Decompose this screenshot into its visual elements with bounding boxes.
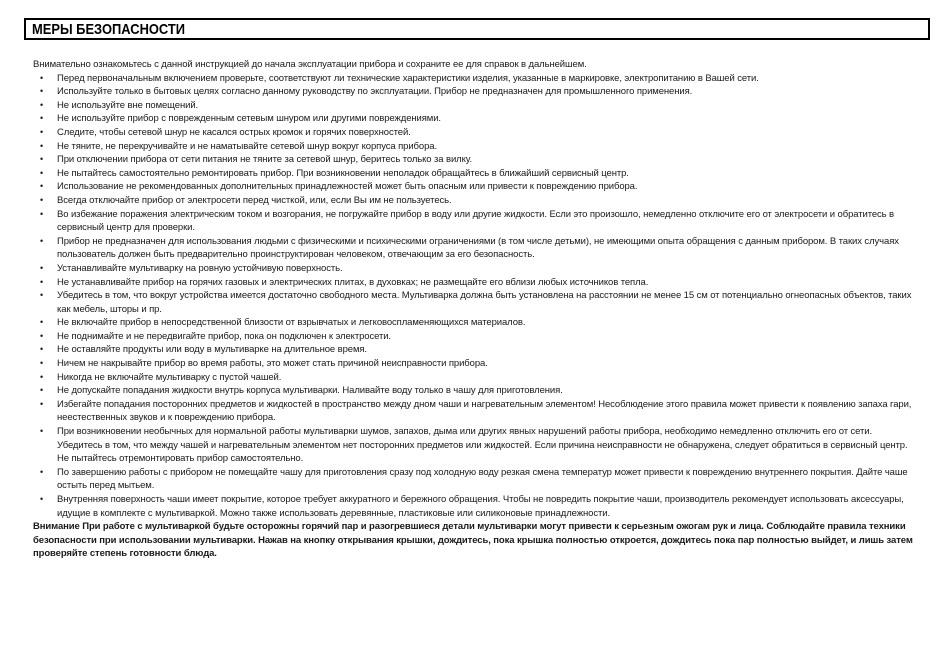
bullet-icon: • [40,317,44,328]
list-item-text: Не тяните, не перекручивайте и не наматывайте сетевой шнур вокруг корпуса прибора. [57,140,437,152]
bullet-icon: • [40,330,44,341]
bullet-icon: • [40,86,44,97]
bullet-icon: • [40,208,44,219]
bullet-icon: • [40,167,44,178]
bullet-icon: • [40,181,44,192]
list-item [33,493,918,520]
list-item-text: Не допускайте попадания жидкости внутрь корпуса мультиварки. Наливайте воду только в чашу для приготовления. [57,385,563,397]
list-item-text: Не пытайтесь самостоятельно ремонтировать прибор. При возникновении неполадок обращайтесь в ближайший сервисный центр. [57,167,629,179]
list-item [33,235,918,262]
list-item [33,126,918,140]
bullet-icon: • [40,276,44,287]
list-item-text: Никогда не включайте мультиварку с пустой чашей. [57,371,282,383]
list-item [33,371,918,385]
list-item-text: Использование не рекомендованных дополнительных принадлежностей может быть опасным или привести к повреждению прибора. [57,181,638,193]
list-item [33,208,918,235]
bullet-icon: • [40,140,44,151]
section-header [24,18,930,40]
list-item-text: Всегда отключайте прибор от электросети перед чисткой, или, если Вы им не пользуетесь. [57,194,452,206]
list-item [33,466,918,493]
safety-bullet-list [33,72,918,521]
list-item-text: Перед первоначальным включением проверьте, соответствуют ли технические характеристики изделия, указанные в маркировке, электропитанию в Вашей сети. [57,72,759,84]
bullet-icon: • [40,466,44,477]
page-title: МЕРЫ БЕЗОПАСНОСТИ [32,21,186,38]
bullet-icon: • [40,398,44,409]
list-item [33,357,918,371]
list-item-text: Избегайте попадания посторонних предметов и жидкостей в пространство между дном чаши и нагревательным элементом! Несоблюдение этого правила может привести к появлению запаха гари, неестественных звуков и к повреждению прибора. [57,398,912,424]
list-item [33,72,918,86]
bullet-icon: • [40,358,44,369]
list-item-text: Прибор не предназначен для использования людьми с физическими и психическими ограничениями (в том числе детьми), не имеющими опыта обращения с данным прибором. В таких случаях пользователь должен быть предварительно проинструктирован человеком, отвечающим за его безопасность. [57,235,899,261]
bullet-icon: • [40,235,44,246]
bullet-icon: • [40,426,44,437]
bullet-icon: • [40,194,44,205]
list-item [33,194,918,208]
list-item [33,343,918,357]
list-item-text: Не включайте прибор в непосредственной близости от взрывчатых и легковоспламеняющихся материалов. [57,317,526,329]
bullet-icon: • [40,154,44,165]
bullet-icon: • [40,99,44,110]
list-item-text: Ничем не накрывайте прибор во время работы, это может стать причиной неисправности прибора. [57,358,488,370]
list-item-text: Во избежание поражения электрическим током и возгорания, не погружайте прибор в воду или другие жидкости. Если это произошло, немедленно отключите его от электросети и обратитесь в сервисный центр для проверки. [57,208,895,234]
list-item-text: Не поднимайте и не передвигайте прибор, пока он подключен к электросети. [57,330,391,342]
intro-text: Внимательно ознакомьтесь с данной инструкцией до начала эксплуатации прибора и сохраните ее для справок в дальнейшем. [33,59,587,70]
list-item [33,330,918,344]
list-item-text: При возникновении необычных для нормальной работы мультиварки шумов, запахов, дыма или других явных нарушений работы прибора, необходимо немедленно отключить его от сети. Убедитесь в том, что между чашей и нагревательным элементом нет посторонних предметов или жидкостей. Если причина неисправности не обнаружена, следует обратиться в сервисный центр. Не пытайтесь отремонтировать прибор самостоятельно. [57,426,908,465]
list-item [33,85,918,99]
list-item-text: Не используйте прибор с поврежденным сетевым шнуром или другими повреждениями. [57,113,441,125]
bullet-icon: • [40,290,44,301]
list-item [33,425,918,466]
list-item-text: Не устанавливайте прибор на горячих газовых и электрических плитах, в духовках; не размещайте его вблизи любых источников тепла. [57,276,649,288]
list-item-text: Не используйте вне помещений. [57,99,199,111]
bullet-icon: • [40,126,44,137]
warning-text: Внимание При работе с мультиваркой будьте осторожны горячий пар и разогревшиеся детали мультиварки могут привести к серьезным ожогам рук и лица. Соблюдайте правила техники безопасности при использовании мультиварки. Нажав на кнопку открывания крышки, дождитесь, пока крышка полностью откроется, дождитесь пока пар полностью выйдет, и лишь затем проверяйте степень готовности блюда. [33,521,913,560]
bullet-icon: • [40,113,44,124]
safety-content [33,58,918,561]
list-item [33,140,918,154]
bullet-icon: • [40,262,44,273]
list-item-text: По завершению работы с прибором не помещайте чашу для приготовления сразу под холодную воду резкая смена температур может привести к повреждению внутреннего покрытия. Дайте чаше остыть перед мытьем. [57,466,908,492]
list-item [33,398,918,425]
list-item [33,112,918,126]
list-item [33,384,918,398]
bullet-icon: • [40,72,44,83]
list-item [33,153,918,167]
bullet-icon: • [40,494,44,504]
bullet-icon: • [40,371,44,382]
list-item-text: При отключении прибора от сети питания не тяните за сетевой шнур, беритесь только за вилку. [57,154,473,166]
list-item [33,276,918,290]
list-item [33,99,918,113]
bullet-icon: • [40,344,44,355]
list-item [33,167,918,181]
list-item-text: Внутренняя поверхность чаши имеет покрытие, которое требует аккуратного и бережного обращения. Чтобы не повредить покрытие чаши, производитель рекомендует использовать аксессуары, идущие в комплекте с мультиваркой. Можно также использовать деревянные, пластиковые или силиконовые принадлежности. [57,494,904,519]
bullet-icon: • [40,385,44,396]
list-item [33,289,918,316]
list-item [33,180,918,194]
list-item [33,316,918,330]
list-item [33,262,918,276]
list-item-text: Не оставляйте продукты или воду в мультиварке на длительное время. [57,344,367,356]
list-item-text: Используйте только в бытовых целях согласно данному руководству по эксплуатации. Прибор не предназначен для промышленного применения. [57,86,693,98]
list-item-text: Убедитесь в том, что вокруг устройства имеется достаточно свободного места. Мультиварка должна быть установлена на расстоянии не менее 15 см от потенциально огнеопасных объектов, таких как мебель, шторы и пр. [57,290,912,315]
list-item-text: Устанавливайте мультиварку на ровную устойчивую поверхность. [57,262,343,274]
list-item-text: Следите, чтобы сетевой шнур не касался острых кромок и горячих поверхностей. [57,126,411,138]
